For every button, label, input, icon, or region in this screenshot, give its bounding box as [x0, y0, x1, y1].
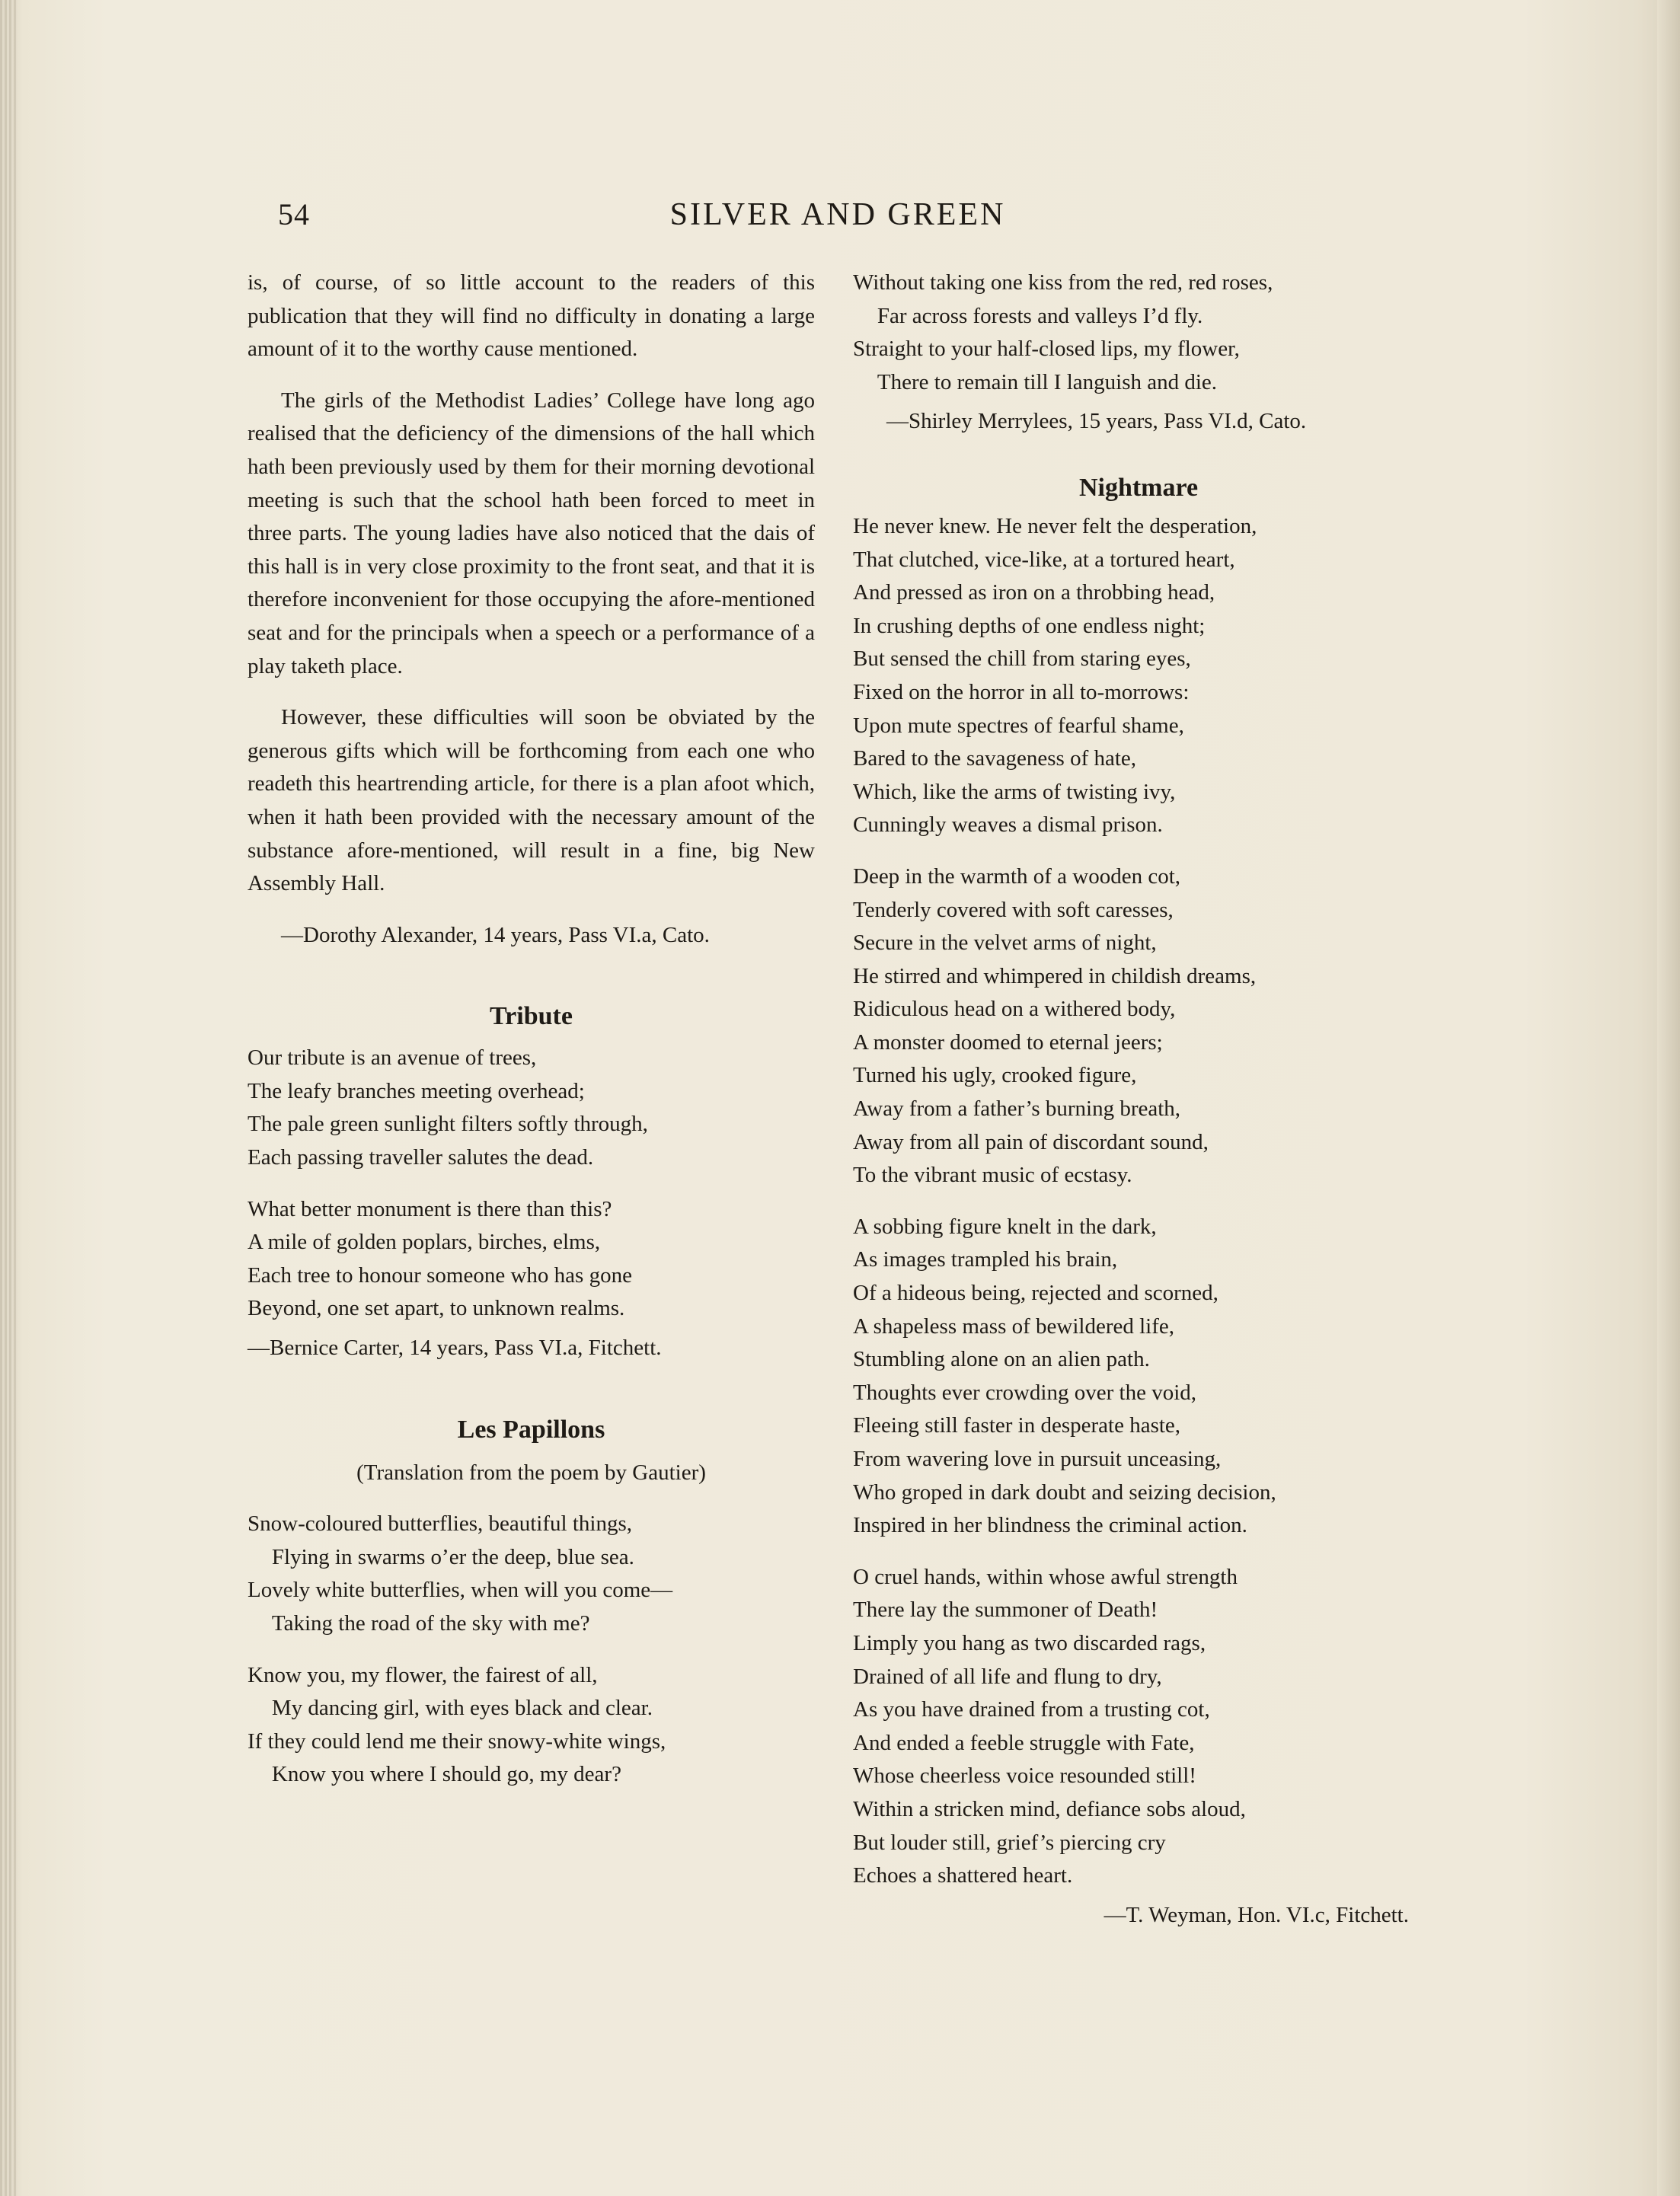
verse-line: As you have drained from a trusting cot,	[853, 1697, 1210, 1722]
verse-line: In crushing depths of one endless night;	[853, 613, 1206, 638]
verse-line: Without taking one kiss from the red, red roses,	[853, 270, 1273, 295]
verse-line: Each tree to honour someone who has gone	[248, 1262, 632, 1288]
prose-paragraph: The girls of the Methodist Ladies’ College have long ago realised that the deficiency of the dimensions of the hall which hath been previously used by them for their morning devotional meeting is such that the school hath been forced to meet in three parts. The young ladies have also noticed that the dais of this hall is in very close proximity to the front seat, and that it is therefore inconvenient for those occupying the afore-mentioned seat and for the principals when a speech or a performance of a play taketh place.	[248, 388, 815, 678]
verse-line: Know you where I should go, my dear?	[271, 1762, 621, 1787]
verse-line: Echoes a shattered heart.	[853, 1863, 1073, 1888]
verse-line: Stumbling alone on an alien path.	[853, 1347, 1150, 1372]
verse-line: Far across forests and valleys I’d fly.	[877, 303, 1203, 328]
nightmare-stanza	[853, 1561, 1424, 1893]
verse-line: Who groped in dark doubt and seizing decision,	[853, 1479, 1276, 1505]
verse-line: Thoughts ever crowding over the void,	[853, 1380, 1197, 1405]
page-number: 54	[278, 197, 310, 231]
verse-line: Drained of all life and flung to dry,	[853, 1664, 1162, 1689]
prose-credit: —Dorothy Alexander, 14 years, Pass VI.a, Cato.	[281, 922, 710, 947]
page-header	[248, 196, 1428, 242]
papillons-stanza	[248, 1659, 815, 1792]
verse-line: Flying in swarms o’er the deep, blue sea.	[271, 1544, 634, 1569]
verse-line: Within a stricken mind, defiance sobs aloud,	[853, 1796, 1246, 1821]
verse-line: The leafy branches meeting overhead;	[248, 1078, 585, 1103]
verse-line: Beyond, one set apart, to unknown realms.	[248, 1296, 625, 1321]
prose-paragraph: However, these difficulties will soon be obviated by the generous gifts which will be forthcoming from each one who readeth this heartrending article, for there is a plan afoot which, when it hath been provided with the necessary amount of the substance afore-mentioned, will result in a fine, big New Assembly Hall.	[248, 705, 815, 896]
verse-line: Each passing traveller salutes the dead.	[248, 1145, 594, 1170]
nightmare-credit: —T. Weyman, Hon. VI.c, Fitchett.	[1103, 1902, 1409, 1927]
papillons-stanza	[248, 1508, 815, 1640]
verse-line: And ended a feeble struggle with Fate,	[853, 1730, 1195, 1755]
verse-line: A shapeless mass of bewildered life,	[853, 1313, 1175, 1339]
verse-line: There to remain till I languish and die.	[877, 369, 1218, 394]
verse-line: From wavering love in pursuit unceasing,	[853, 1447, 1222, 1471]
verse-line: And pressed as iron on a throbbing head,	[853, 580, 1215, 605]
verse-line: Bared to the savageness of hate,	[853, 746, 1137, 771]
verse-line: My dancing girl, with eyes black and clear.	[271, 1696, 653, 1721]
verse-line: Tenderly covered with soft caresses,	[853, 897, 1174, 922]
nightmare-stanza	[853, 510, 1424, 842]
verse-line: He stirred and whimpered in childish dreams,	[853, 963, 1257, 988]
verse-line: O cruel hands, within whose awful strength	[853, 1564, 1238, 1589]
tribute-title: Tribute	[490, 1002, 573, 1031]
verse-line: But sensed the chill from staring eyes,	[853, 646, 1191, 672]
papillons-title: Les Papillons	[457, 1415, 605, 1444]
verse-line: That clutched, vice-like, at a tortured heart,	[853, 547, 1235, 572]
verse-line: Which, like the arms of twisting ivy,	[853, 779, 1176, 804]
tribute-credit: —Bernice Carter, 14 years, Pass VI.a, Fitchett.	[248, 1336, 662, 1361]
verse-line: Secure in the velvet arms of night,	[853, 930, 1157, 956]
verse-line: Whose cheerless voice resounded still!	[853, 1764, 1196, 1789]
verse-line: What better monument is there than this?	[248, 1196, 612, 1221]
tribute-stanza	[248, 1193, 815, 1326]
verse-line: Snow-coloured butterflies, beautiful things,	[248, 1511, 632, 1537]
page-right-edge	[1657, 0, 1680, 2196]
prose-paragraph: is, of course, of so little account to the readers of this publication that they will find no difficulty in donating a large amount of it to the worthy cause mentioned.	[248, 270, 815, 362]
verse-line: Our tribute is an avenue of trees,	[248, 1045, 537, 1071]
verse-line: Away from all pain of discordant sound,	[853, 1129, 1209, 1154]
nightmare-title: Nightmare	[1078, 473, 1199, 502]
verse-line: Limply you hang as two discarded rags,	[853, 1630, 1206, 1655]
nightmare-stanza	[853, 860, 1424, 1192]
verse-line: A monster doomed to eternal jeers;	[853, 1029, 1163, 1055]
verse-line: Fleeing still faster in desperate haste,	[853, 1413, 1181, 1438]
verse-line: To the vibrant music of ecstasy.	[853, 1163, 1132, 1188]
verse-line: Fixed on the horror in all to-morrows:	[853, 679, 1190, 704]
running-title: SILVER AND GREEN	[669, 197, 1006, 232]
right-column	[853, 267, 1424, 1932]
verse-line: If they could lend me their snowy-white wings,	[248, 1728, 666, 1754]
verse-line: Inspired in her blindness the criminal action.	[853, 1513, 1247, 1538]
verse-line: Ridiculous head on a withered body,	[853, 997, 1176, 1022]
verse-line: Turned his ugly, crooked figure,	[853, 1063, 1137, 1088]
verse-line: Lovely white butterflies, when will you come—	[248, 1578, 673, 1603]
left-column	[248, 267, 815, 1792]
verse-line: A mile of golden poplars, birches, elms,	[248, 1230, 601, 1255]
papillons-stanza	[853, 267, 1424, 399]
verse-line: Cunningly weaves a dismal prison.	[853, 812, 1163, 838]
verse-line: But louder still, grief’s piercing cry	[853, 1830, 1166, 1855]
verse-line: Of a hideous being, rejected and scorned,	[853, 1281, 1218, 1306]
papillons-subtitle: (Translation from the poem by Gautier)	[356, 1460, 706, 1485]
verse-line: A sobbing figure knelt in the dark,	[853, 1214, 1157, 1239]
verse-line: He never knew. He never felt the desperation,	[853, 513, 1257, 538]
verse-line: Away from a father’s burning breath,	[853, 1096, 1181, 1122]
nightmare-stanza	[853, 1211, 1424, 1543]
tribute-stanza	[248, 1042, 815, 1174]
page-spine-edge	[0, 0, 17, 2196]
verse-line: Straight to your half-closed lips, my flower,	[853, 337, 1240, 362]
verse-line: Deep in the warmth of a wooden cot,	[853, 863, 1181, 889]
verse-line: There lay the summoner of Death!	[853, 1598, 1158, 1623]
papillons-credit: —Shirley Merrylees, 15 years, Pass VI.d, Cato.	[886, 409, 1307, 434]
verse-line: Upon mute spectres of fearful shame,	[853, 713, 1184, 738]
verse-line: The pale green sunlight filters softly through,	[248, 1112, 648, 1137]
verse-line: As images trampled his brain,	[853, 1247, 1118, 1272]
verse-line: Taking the road of the sky with me?	[271, 1611, 590, 1636]
verse-line: Know you, my flower, the fairest of all,	[248, 1662, 598, 1687]
